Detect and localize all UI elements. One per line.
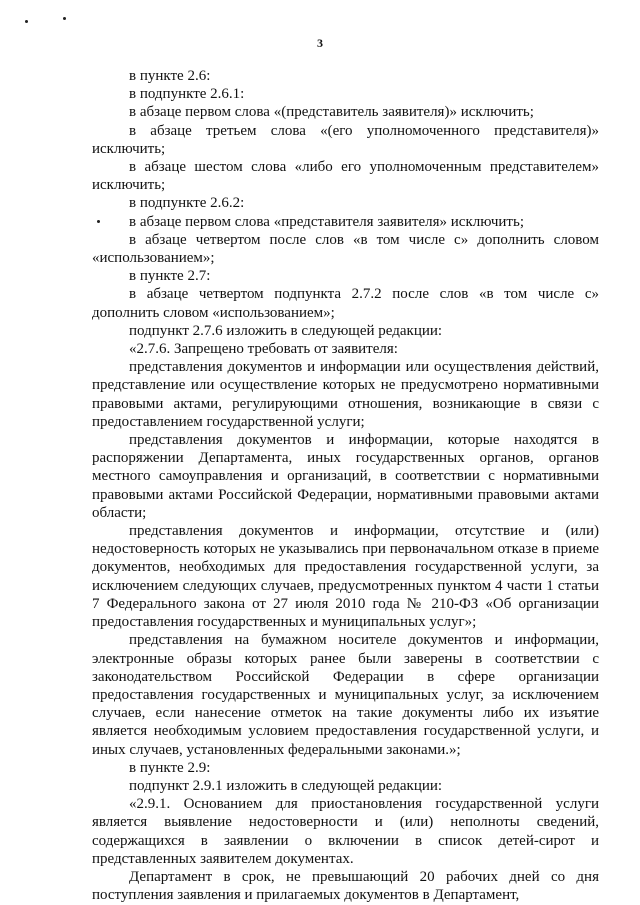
paragraph: в абзаце первом слова «(представитель заявителя)» исключить;: [129, 104, 534, 121]
paragraph: представления документов и информации, отсутствие и (или) недостоверность которых не указывались при первоначальном отказе в приеме документов, необходимых для предоставления государственной услуги, за исключением следующих случаев, предусмотренных пунктом 4 части 1 статьи 7 Федерального закона от 27 июля 2010 года № 210-ФЗ «Об организации предоставления государственных и муниципальных услуг»;: [92, 523, 599, 631]
paragraph: в абзаце третьем слова «(его уполномоченного представителя)» исключить;: [92, 122, 599, 157]
scan-speck: [25, 20, 28, 23]
paragraph: в абзаце четвертом подпункта 2.7.2 после слов «в том числе с» дополнить словом «использованием»;: [92, 286, 599, 321]
paragraph: «2.9.1. Основанием для приостановления государственной услуги является выявление недостоверности и (или) неполноты сведений, содержащихся в заявлении о включении в список детей-сирот и представленных заявителем документах.: [92, 796, 599, 867]
paragraph: в абзаце четвертом после слов «в том числе с» дополнить словом «использованием»;: [92, 231, 599, 267]
paragraph: подпункт 2.9.1 изложить в следующей редакции:: [129, 777, 443, 794]
paragraph: представления документов и информации, которые находятся в распоряжении Департамента, иных государственных органов, органов местного самоуправления и организаций, в соответствии с нормативными правовыми актами Российской Федерации, нормативными правовыми актами области;: [92, 432, 599, 521]
paragraph: в подпункте 2.6.2:: [129, 195, 245, 212]
paragraph: «2.7.6. Запрещено требовать от заявителя:: [129, 341, 398, 358]
scan-speck: [63, 17, 66, 20]
paragraph: подпункт 2.7.6 изложить в следующей редакции:: [129, 322, 443, 339]
paragraph: в пункте 2.7:: [129, 268, 211, 285]
document-body: [92, 67, 599, 904]
paragraph: в пункте 2.6:: [129, 68, 211, 84]
paragraph: представления на бумажном носителе документов и информации, электронные образы которых ранее были заверены в соответствии с законодательством Российской Федерации в сфере организации предоставления государственных и муниципальных услуг, за исключением случаев, если нанесение отметок на такие документы либо их изъятие является необходимым условием предоставления государственной услуги, и иных случаев, установленных федеральными законами.»;: [92, 632, 599, 758]
paragraph: в пункте 2.9:: [129, 759, 211, 776]
paragraph: в абзаце первом слова «представителя заявителя» исключить;: [129, 213, 524, 230]
paragraph: в абзаце шестом слова «либо его уполномоченным представителем» исключить;: [92, 159, 599, 194]
page-number: 3: [317, 36, 323, 50]
paragraph: в подпункте 2.6.1:: [129, 86, 245, 103]
paragraph: представления документов и информации или осуществления действий, представление или осуществление которых не предусмотрено нормативными правовыми актами, регулирующими отношения, возникающие в связи с предоставлением государственной услуги;: [92, 359, 599, 430]
paragraph: Департамент в срок, не превышающий 20 рабочих дней со дня поступления заявления и прилагаемых документов в Департамент,: [92, 868, 599, 904]
